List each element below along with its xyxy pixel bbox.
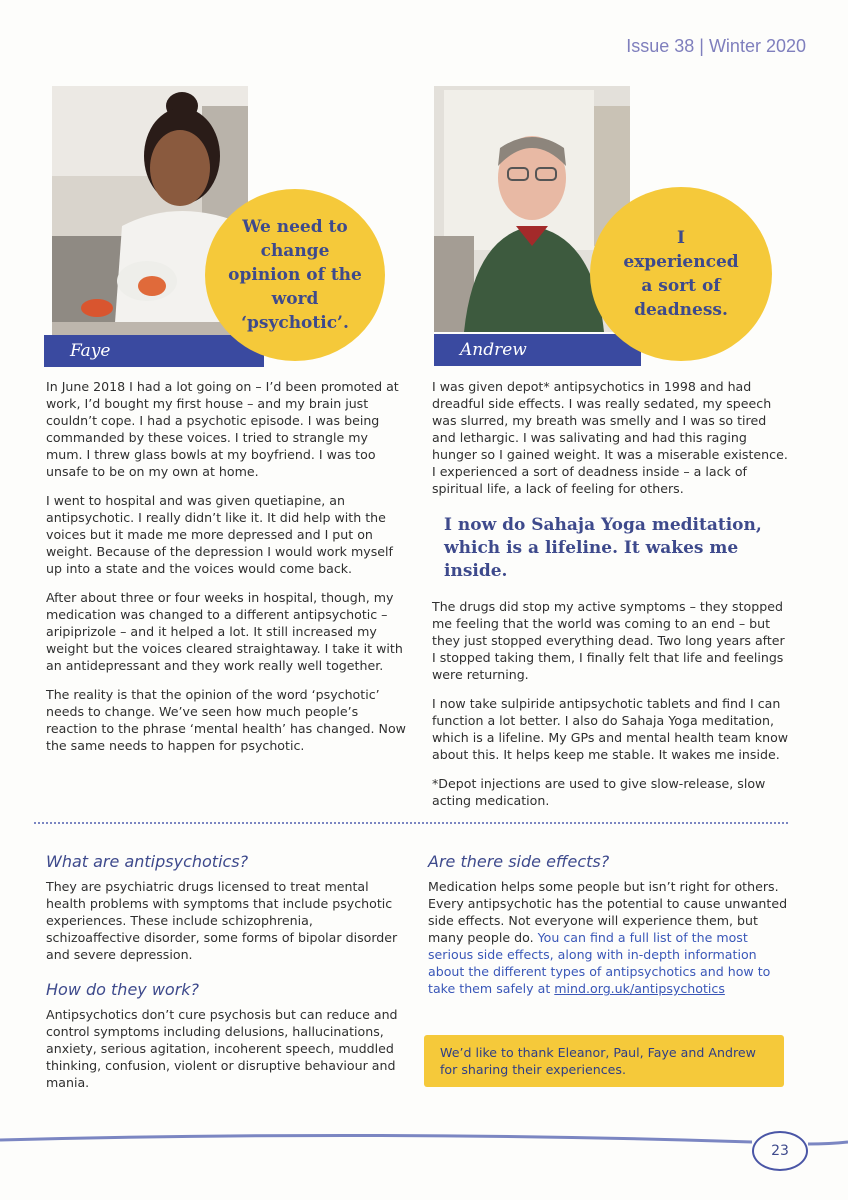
thanks-box — [424, 1035, 784, 1087]
what-text: They are psychiatric drugs licensed to treat mental health problems with symptoms that include psychotic experiences. These include schizophrenia, schizoaffective disorder, some forms of bipolar disorder and severe depression. — [46, 879, 398, 962]
andrew-pull-quote: I now do Sahaja Yoga meditation, which is a lifeline. It wakes me inside. — [444, 515, 762, 581]
andrew-paragraph-3: I now take sulpiride antipsychotic tablets and find I can function a lot better. I also do Sahaja Yoga meditation, which is a lifeline. My GPs and mental health team know about this. It helps keep me stable. It wakes me inside. — [432, 696, 789, 762]
side-link-text: You can find a full list of the most serious side effects, along with in-depth information about the different types of antipsychotics and how to take them safely at — [428, 930, 771, 996]
how-text: Antipsychotics don’t cure psychosis but can reduce and control symptoms including delusions, hallucinations, anxiety, serious agitation, incoherent speech, muddled thinking, confusion, violent or disruptive behaviour and mania. — [46, 1007, 398, 1090]
issue-label: Issue 38 | Winter 2020 — [626, 36, 806, 56]
antipsychotics-link[interactable]: mind.org.uk/antipsychotics — [554, 981, 725, 996]
how-heading: How do they work? — [46, 980, 200, 999]
faye-paragraph-4: The reality is that the opinion of the word ‘psychotic’ needs to change. We’ve seen how much people’s reaction to the phrase ‘mental health’ has changed. Now the same needs to happen for psychotic. — [46, 687, 406, 753]
faye-photo — [52, 86, 248, 364]
andrew-quote: I experienced a sort of deadness. — [623, 228, 739, 320]
andrew-name: Andrew — [460, 340, 527, 360]
faye-story — [46, 378, 408, 766]
andrew-paragraph-2: The drugs did stop my active symptoms – they stopped me feeling that the world was coming to an end – but they just stopped everything dead. Two long years after I stopped taking them, I finally felt that life and feelings were returning. — [432, 599, 785, 682]
andrew-story-top — [432, 378, 792, 509]
andrew-footnote: *Depot injections are used to give slow-release, slow acting medication. — [432, 776, 766, 808]
andrew-paragraph-1: I was given depot* antipsychotics in 1998 and had dreadful side effects. I was really sedated, my speech was slurred, my breath was smelly and I was so tired and lethargic. I was salivating and had this raging hunger so I gained weight. It was a miserable existence. I experienced a sort of deadness inside – a lack of spiritual life, a lack of feeling for others. — [432, 379, 788, 496]
faye-paragraph-2: I went to hospital and was given quetiapine, an antipsychotic. I really didn’t like it. It did help with the voices but it made me more depressed and I put on weight. Because of the depression I would work myself up into a state and the voices would come back. — [46, 493, 393, 576]
faye-name: Faye — [70, 341, 111, 361]
side-body: Medication helps some people but isn’t right for others. Every antipsychotic has the potential to cause unwanted side effects. Not everyone will experience them, but many people do. — [428, 879, 788, 945]
faye-name-tag — [44, 335, 264, 367]
page-number-text: 23 — [771, 1143, 789, 1159]
faye-photo-illustration — [52, 86, 248, 364]
faye-paragraph-3: After about three or four weeks in hospital, though, my medication was changed to a different antipsychotic – aripiprizole – and it helped a lot. It still increased my weight but the voices cleared straightaway. I take it with an antidepressant and they work really well together. — [46, 590, 403, 673]
footer-wave-line — [0, 1130, 848, 1160]
faye-paragraph-1: In June 2018 I had a lot going on – I’d been promoted at work, I’d bought my first house – and my brain just couldn’t cope. I had a psychotic episode. I was being commanded by these voices. I tried to strangle my mum. I threw glass bowls at my boyfriend. I was too unsafe to be on my own at home. — [46, 379, 399, 479]
thanks-text: We’d like to thank Eleanor, Paul, Faye and Andrew for sharing their experiences. — [440, 1045, 756, 1077]
side-heading: Are there side effects? — [428, 852, 610, 871]
page-number — [752, 1131, 808, 1171]
what-heading: What are antipsychotics? — [46, 852, 249, 871]
faye-quote: We need to change opinion of the word ‘psychotic’. — [228, 217, 362, 333]
faye-quote-bubble — [205, 189, 385, 361]
andrew-name-tag — [434, 334, 641, 366]
andrew-quote-bubble — [590, 187, 772, 361]
andrew-story-bottom — [432, 598, 792, 821]
section-divider — [34, 822, 788, 824]
side-text — [428, 878, 788, 997]
